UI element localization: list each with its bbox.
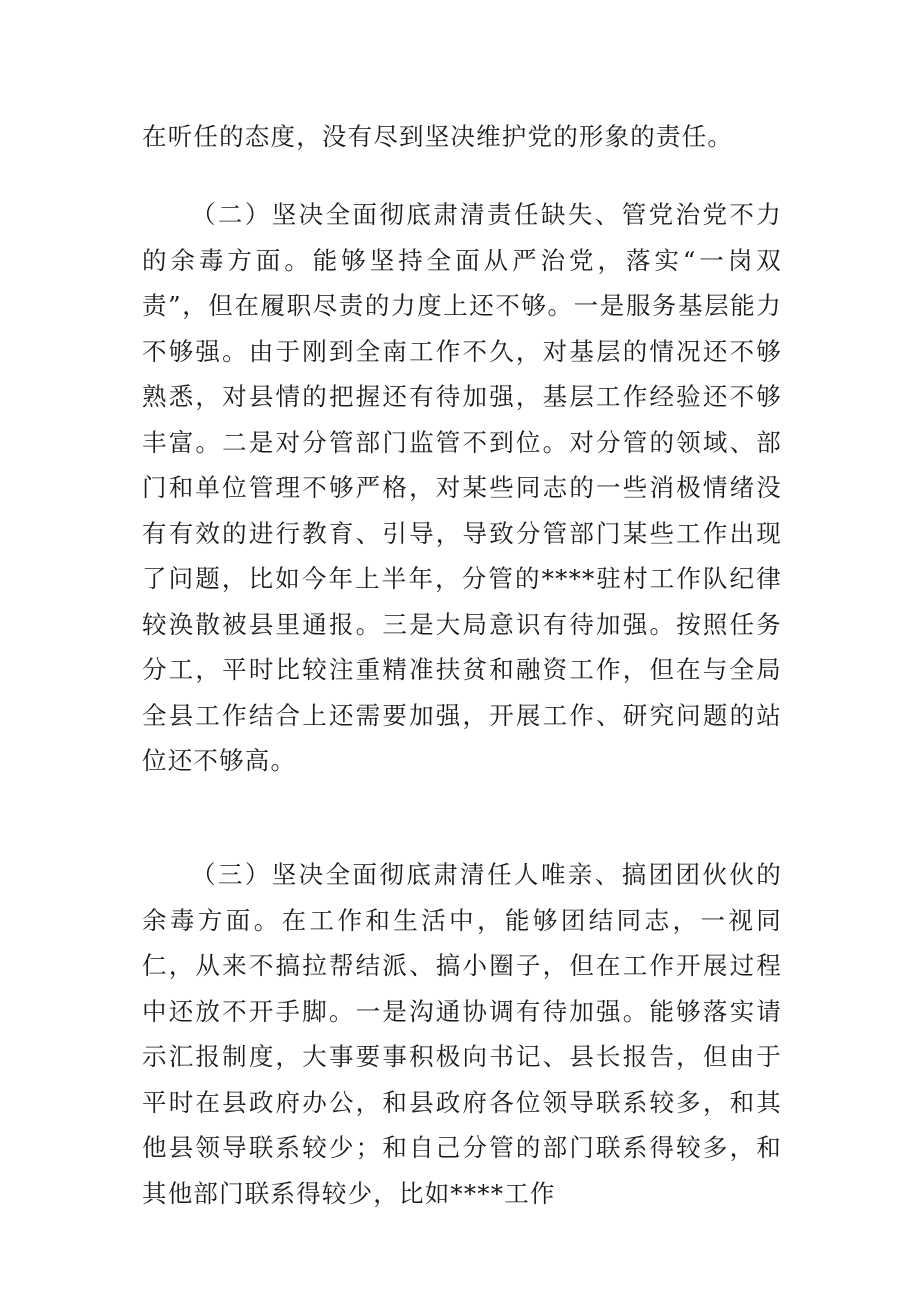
paragraph-section-three: （三）坚决全面彻底肃清任人唯亲、搞团团伙伙的余毒方面。在工作和生活中，能够团结同志，一视同仁，从来不搞拉帮结派、搞小圈子，但在工作开展过程中还放不开手脚。一是沟通协调有待加强。能够落实请示汇报制度，大事要事积极向书记、县长报告，但由于平时在县政府办公，和县政府各位领导联系较多，和其他县领导联系较少；和自己分管的部门联系得较多，和其他部门联系得较少，比如****工作: [142, 860, 782, 1208]
paragraph-section-two: （二）坚决全面彻底肃清责任缺失、管党治党不力的余毒方面。能够坚持全面从严治党，落实“一岗双责”，但在履职尽责的力度上还不够。一是服务基层能力不够强。由于刚到全南工作不久，对基层的情况还不够熟悉，对县情的把握还有待加强，基层工作经验还不够丰富。二是对分管部门监管不到位。对分管的领域、部门和单位管理不够严格，对某些同志的一些消极情绪没有有效的进行教育、引导，导致分管部门某些工作出现了问题，比如今年上半年，分管的****驻村工作队纪律较涣散被县里通报。三是大局意识有待加强。按照任务分工，平时比较注重精准扶贫和融资工作，但在与全局全县工作结合上还需要加强，开展工作、研究问题的站位还不够高。: [142, 200, 782, 775]
paragraph-continuation: 在听任的态度，没有尽到坚决维护党的形象的责任。: [142, 122, 734, 151]
